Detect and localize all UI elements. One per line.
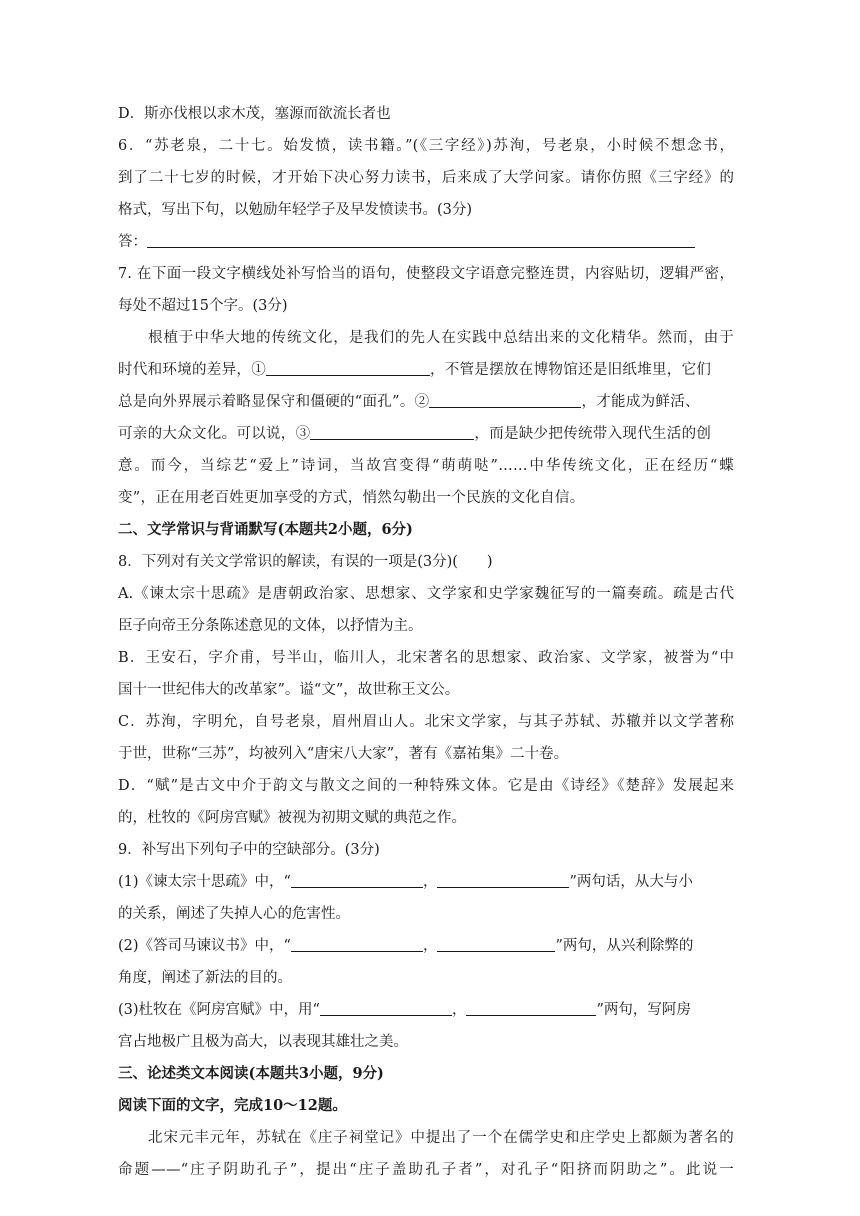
q9-blank-2b[interactable] xyxy=(437,937,555,952)
q9-item3-line1: (3)杜牧在《阿房宫赋》中，用“ ， ”两句，写阿房 xyxy=(118,1002,691,1018)
q9-item2-line1: (2)《答司马谏议书》中，“ ， ”两句，从兴利除弊的 xyxy=(118,938,694,954)
section2-title: 二、文学常识与背诵默写(本题共2小题，6分) xyxy=(118,521,413,538)
q8-option-d-line2: 的，杜牧的《阿房宫赋》被视为初期文赋的典范之作。 xyxy=(118,810,466,826)
blank-3[interactable] xyxy=(310,425,474,440)
q9-blank-3a[interactable] xyxy=(320,1001,452,1016)
q7-stem-line2: 每处不超过15个字。(3分) xyxy=(118,298,288,314)
reading-instruction: 阅读下面的文字，完成10～12题。 xyxy=(118,1097,347,1114)
q7-stem-line1: 7. 在下面一段文字横线处补写恰当的语句，使整段文字语意完整连贯，内容贴切，逻辑严密， xyxy=(118,266,734,282)
q9-item3-line2: 宫占地极广且极为高大，以表现其雄壮之美。 xyxy=(118,1034,408,1050)
q7-passage-line3: 总是向外界展示着略显保守和僵硬的“面孔”。② ，才能成为鲜活、 xyxy=(118,394,700,410)
q8-option-b-line2: 国十一世纪伟大的改革家”。谥“文”，故世称王文公。 xyxy=(118,682,460,698)
exam-page xyxy=(118,98,734,1186)
blank-2[interactable] xyxy=(429,393,581,408)
q6-stem-line2: 到了二十七岁的时候，才开始下决心努力读书，后来成了大学问家。请你仿照《三字经》的 xyxy=(118,170,734,186)
answer-label: 答： xyxy=(118,234,147,250)
q8-option-c-line1: C．苏洵，字明允，自号老泉，眉州眉山人。北宋文学家，与其子苏轼、苏辙并以文学著称 xyxy=(118,714,734,730)
q5-option-d: D．斯亦伐根以求木茂，塞源而欲流长者也 xyxy=(118,106,391,122)
q9-blank-2a[interactable] xyxy=(291,937,423,952)
passage-line2: 命题——“庄子阴助孔子”，提出“庄子盖助孔子者”，对孔子“阳挤而阴助之”。此说一 xyxy=(118,1162,734,1178)
answer-blank[interactable] xyxy=(147,233,695,248)
q9-blank-1a[interactable] xyxy=(291,873,423,888)
q7-passage-line1: 根植于中华大地的传统文化，是我们的先人在实践中总结出来的文化精华。然而，由于 xyxy=(148,330,734,346)
q8-option-c-line2: 于世，世称“三苏”，均被列入“唐宋八大家”，著有《嘉祐集》二十卷。 xyxy=(118,746,569,762)
section3-title: 三、论述类文本阅读(本题共3小题，9分) xyxy=(118,1065,384,1082)
q6-answer-line xyxy=(118,226,734,258)
q6-stem-line1: 6．“苏老泉，二十七。始发愤，读书籍。”(《三字经》)苏洵，号老泉，小时候不想念书， xyxy=(118,138,734,154)
q7-passage-line4: 可亲的大众文化。可以说，③ ，而是缺少把传统带入现代生活的创 xyxy=(118,426,712,442)
q8-option-b-line1: B．王安石，字介甫，号半山，临川人，北宋著名的思想家、政治家、文学家，被誉为“中 xyxy=(118,650,734,666)
blank-1[interactable] xyxy=(266,361,430,376)
passage-line1: 北宋元丰元年，苏轼在《庄子祠堂记》中提出了一个在儒学史和庄学史上都颇为著名的 xyxy=(148,1130,734,1146)
q8-stem: 8．下列对有关文学常识的解读，有误的一项是(3分)( ) xyxy=(118,554,493,570)
q9-blank-1b[interactable] xyxy=(437,873,569,888)
q8-option-a-line1: A.《谏太宗十思疏》是唐朝政治家、思想家、文学家和史学家魏征写的一篇奏疏。疏是古代 xyxy=(118,586,734,602)
q7-passage-line5: 意。而今，当综艺“爱上”诗词，当故宫变得“萌萌哒”……中华传统文化，正在经历“蝶 xyxy=(118,458,734,474)
q8-option-a-line2: 臣子向帝王分条陈述意见的文体，以抒情为主。 xyxy=(118,618,423,634)
q6-stem-line3: 格式，写出下句，以勉励年轻学子及早发愤读书。(3分) xyxy=(118,202,473,218)
q9-item1-line1: (1)《谏太宗十思疏》中，“ ， ”两句话，从大与小 xyxy=(118,874,693,890)
q9-item1-line2: 的关系，阐述了失掉人心的危害性。 xyxy=(118,906,350,922)
q9-blank-3b[interactable] xyxy=(466,1001,596,1016)
q7-passage-line6: 变”，正在用老百姓更加享受的方式，悄然勾勒出一个民族的文化自信。 xyxy=(118,490,585,506)
q7-passage-line2: 时代和环境的差异，① ，不管是摆放在博物馆还是旧纸堆里，它们 xyxy=(118,362,712,378)
q9-item2-line2: 角度，阐述了新法的目的。 xyxy=(118,970,292,986)
q8-option-d-line1: D．“赋”是古文中介于韵文与散文之间的一种特殊文体。它是由《诗经》《楚辞》发展起来 xyxy=(118,778,734,794)
q9-stem: 9．补写出下列句子中的空缺部分。(3分) xyxy=(118,842,380,858)
